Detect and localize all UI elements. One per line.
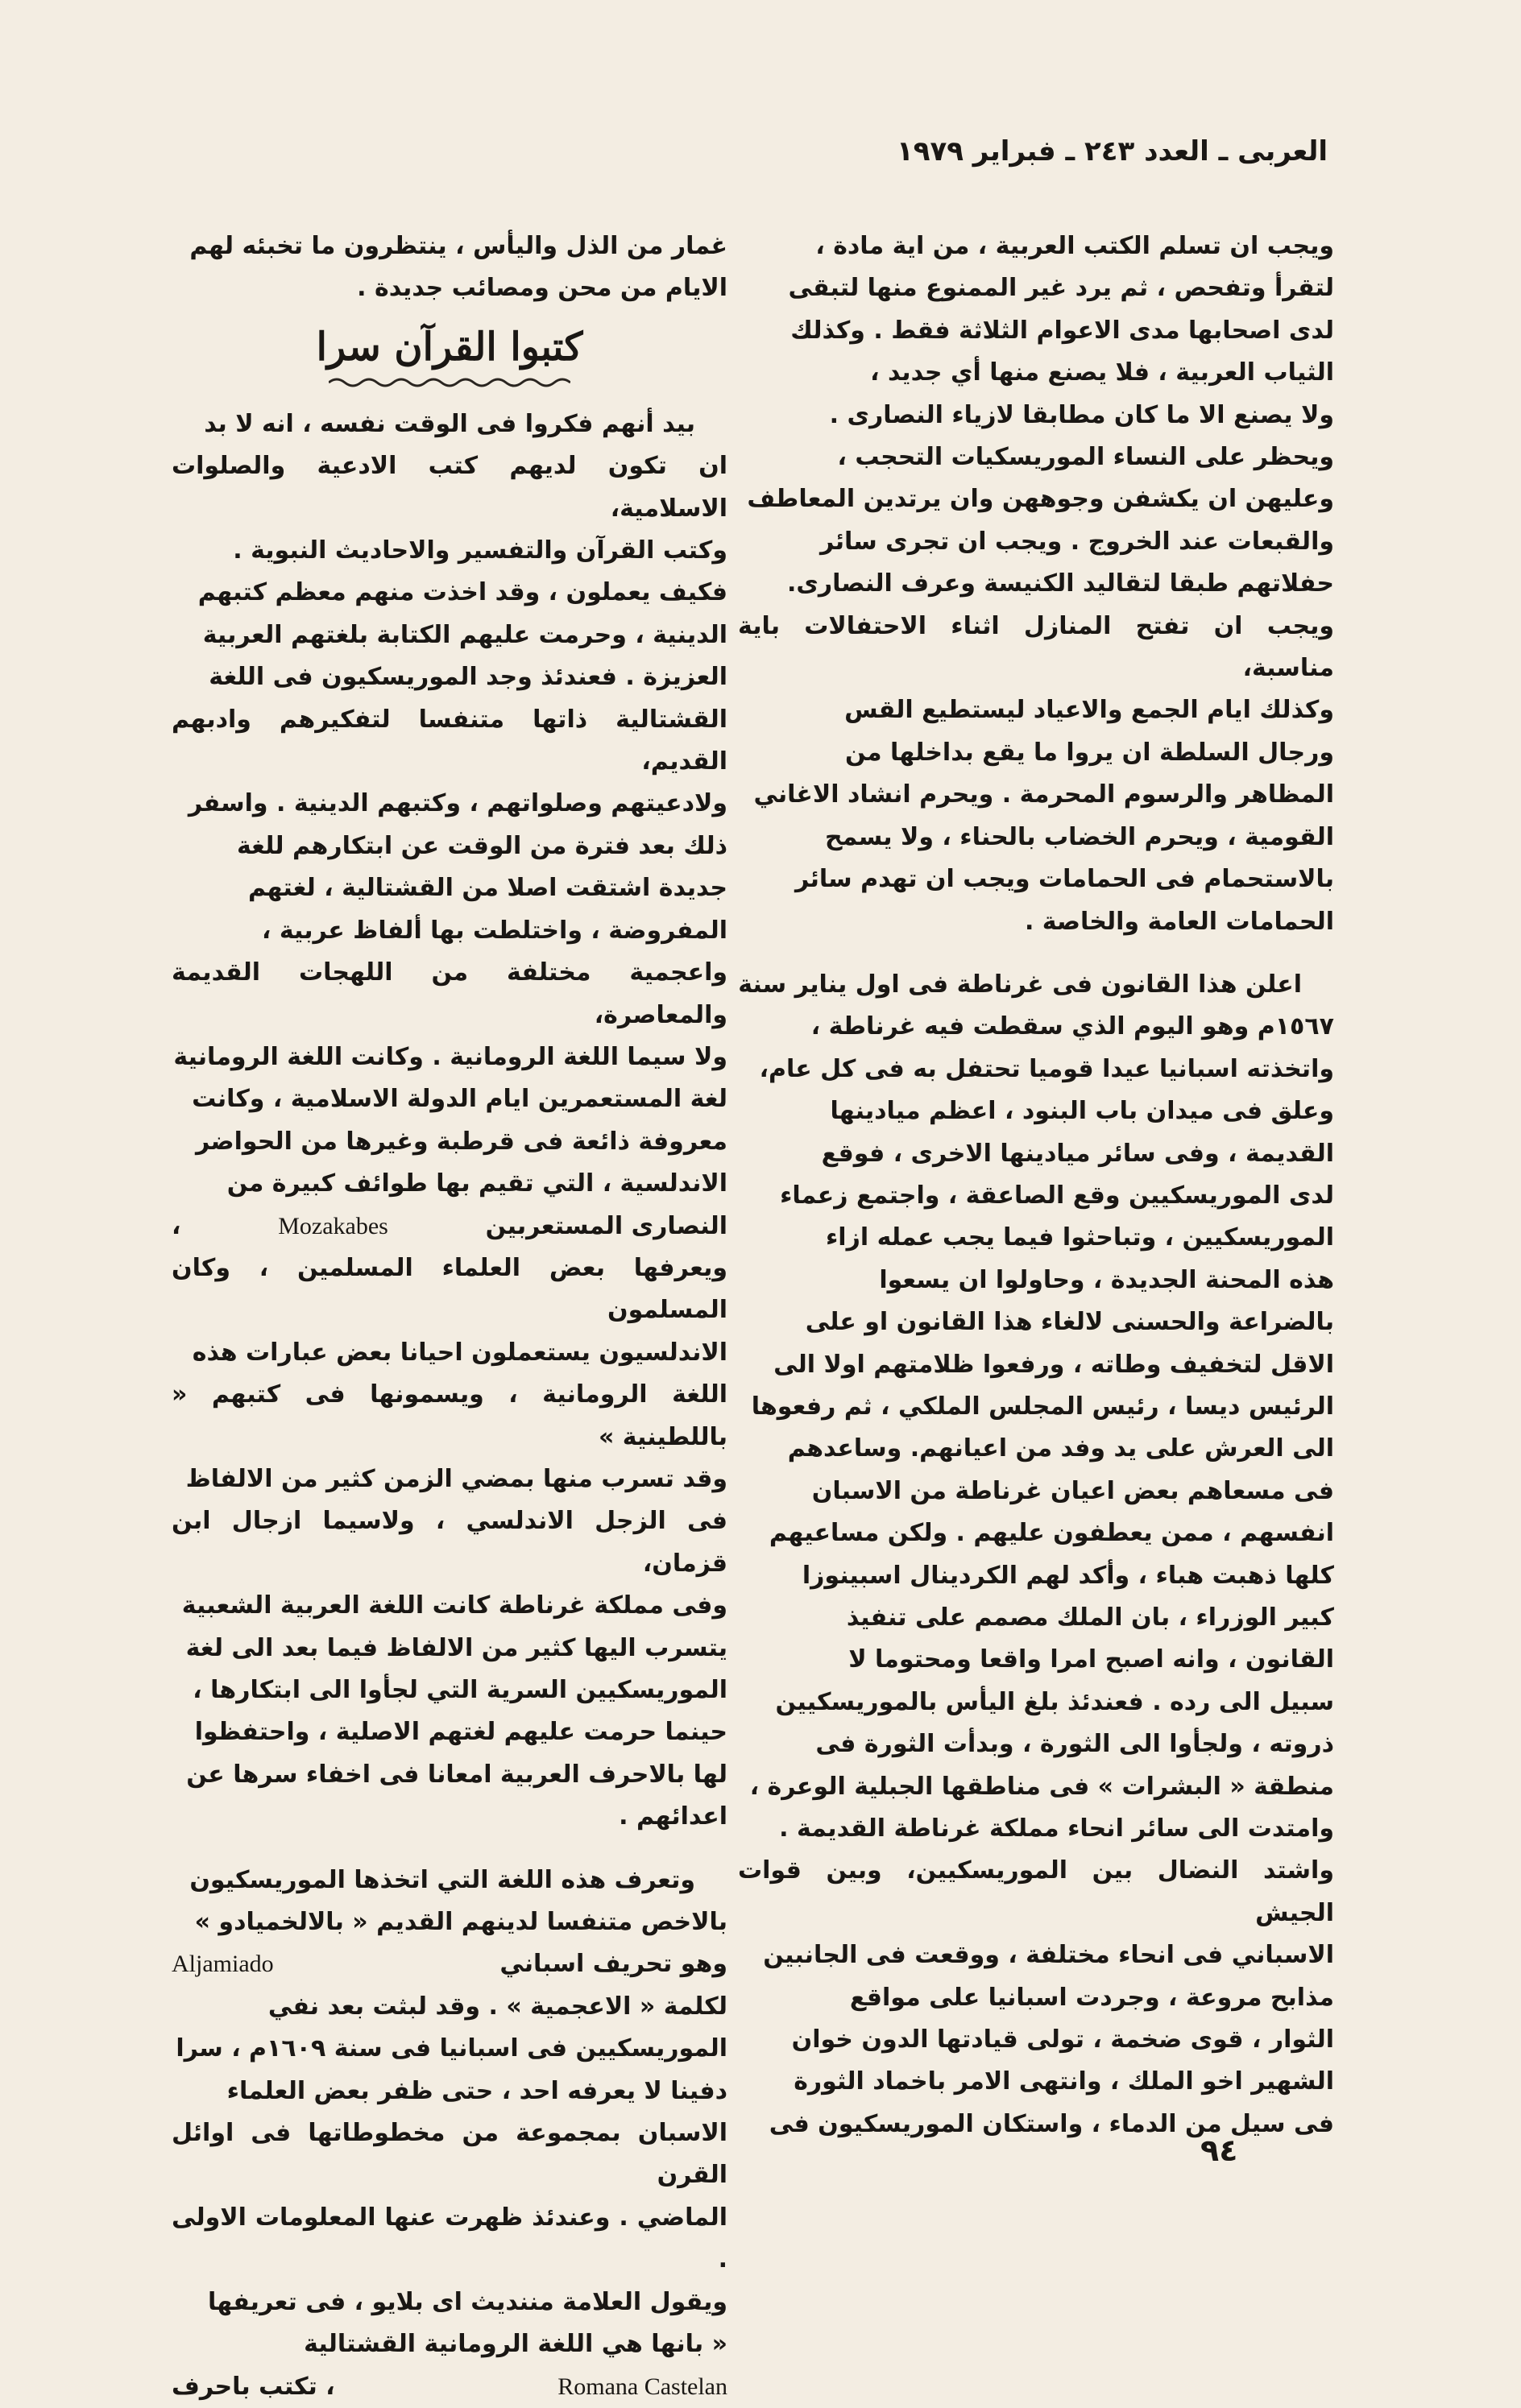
text-line: ولادعيتهم وصلواتهم ، وكتبهم الدينية . واسفر: [188, 789, 727, 818]
text-line: ورجال السلطة ان يروا ما يقع بداخلها من: [844, 738, 1334, 767]
paragraph: [172, 1860, 727, 1944]
section-heading: كتبوا القرآن سرا: [316, 324, 583, 370]
text-line: الموريسكيين السرية التي لجأوا الى ابتكارها ،: [193, 1676, 727, 1704]
mixed-line: [172, 1206, 727, 1247]
latin-term: Romana Castelan: [557, 2373, 727, 2400]
right-column: [738, 225, 1334, 2145]
text-line: الاسباني فى انحاء مختلفة ، ووقعت فى الجانبين: [763, 1941, 1334, 1970]
text-line: اللغة الرومانية ، ويسمونها فى كتبهم « باللطينية »: [172, 1380, 727, 1451]
text-line: ذروته ، ولجأوا الى الثورة ، وبدأت الثورة فى: [815, 1730, 1334, 1759]
text-line: الثياب العربية ، فلا يصنع منها أي جديد ،: [870, 358, 1334, 387]
text-line: معروفة ذائعة فى قرطبة وغيرها من الحواضر: [196, 1127, 727, 1156]
text-line: « بانها هي اللغة الرومانية القشتالية: [304, 2330, 727, 2359]
text-line: هذه المحنة الجديدة ، وحاولوا ان يسعوا: [879, 1265, 1334, 1294]
text-line: ولا سيما اللغة الرومانية . وكانت اللغة الرومانية: [173, 1042, 727, 1071]
text-line: الماضي . وعندئذ ظهرت عنها المعلومات الاولى .: [172, 2203, 727, 2274]
text-line: وعليهن ان يكشفن وجوههن وان يرتدين المعاطف: [747, 485, 1334, 514]
text-line: لدى اصحابها مدى الاعوام الثلاثة فقط . وكذلك: [790, 316, 1334, 345]
text-line: واعجمية مختلفة من اللهجات القديمة والمعاصرة،: [172, 958, 727, 1029]
text-line: العزيزة . فعندئذ وجد الموريسكيون فى اللغة: [209, 663, 727, 692]
text-line: ١٥٦٧م وهو اليوم الذي سقطت فيه غرناطة ،: [810, 1012, 1334, 1041]
text-line: يتسرب اليها كثير من الالفاظ فيما بعد الى لغة: [185, 1633, 727, 1662]
text-line: وقد تسرب منها بمضي الزمن كثير من الالفاظ: [185, 1464, 727, 1493]
text-line: الدينية ، وحرمت عليهم الكتابة بلغتهم العربية: [202, 620, 727, 649]
text-line: حفلاتهم طبقا لتقاليد الكنيسة وعرف النصارى.: [786, 569, 1334, 598]
latin-term: Mozakabes: [278, 1212, 388, 1239]
text-line: ويجب ان تسلم الكتب العربية ، من اية مادة ،: [815, 232, 1334, 260]
text-line: وكتب القرآن والتفسير والاحاديث النبوية .: [233, 536, 727, 565]
text-line: الحمامات العامة والخاصة .: [1024, 907, 1334, 936]
text-line: الايام من محن ومصائب جديدة .: [357, 274, 727, 303]
text-line: الموريسكيين فى اسبانيا فى سنة ١٦٠٩م ، سرا: [176, 2034, 727, 2063]
text-line: لدى الموريسكيين وقع الصاعقة ، واجتمع زعماء: [780, 1181, 1334, 1210]
text-line: واشتد النضال بين الموريسكيين، وبين قوات الجيش: [738, 1856, 1334, 1927]
text-line: بيد أنهم فكروا فى الوقت نفسه ، انه لا بد: [204, 409, 695, 438]
paragraph-gap: [738, 943, 1334, 964]
text-line: لكلمة « الاعجمية » . وقد لبثت بعد نفي: [267, 1992, 727, 2021]
line-text: ،: [172, 1211, 181, 1240]
text-line: وعلق فى ميدان باب البنود ، اعظم ميادينها: [830, 1097, 1334, 1126]
text-line: الشهير اخو الملك ، وانتهى الامر باخماد الثورة: [794, 2067, 1334, 2096]
text-line: الاسبان بمجموعة من مخطوطاتها فى اوائل القرن: [172, 2119, 727, 2190]
text-line: ولا يصنع الا ما كان مطابقا لازياء النصارى .: [829, 400, 1334, 429]
running-head: العربى ـ العدد ٢٤٣ ـ فبراير ١٩٧٩: [896, 135, 1328, 168]
text-line: ويجب ان تفتح المنازل اثناء الاحتفالات باية مناسبة،: [738, 611, 1334, 683]
text-line: الرئيس ديسا ، رئيس المجلس الملكي ، ثم رفعوها: [751, 1392, 1334, 1421]
line-text: ، تكتب باحرف: [172, 2372, 335, 2401]
paragraph: [172, 403, 727, 1206]
text-line: ويعرفها بعض العلماء المسلمين ، وكان المسلمون: [172, 1253, 727, 1325]
text-line: القشتالية ذاتها متنفسا لتفكيرهم وادبهم القديم،: [172, 705, 727, 776]
text-line: لغة المستعمرين ايام الدولة الاسلامية ، وكانت: [192, 1085, 727, 1114]
text-line: منطقة « البشرات » فى مناطقها الجبلية الوعرة ،: [749, 1772, 1334, 1801]
text-line: حينما حرمت عليهم لغتهم الاصلية ، واحتفظوا: [194, 1718, 727, 1747]
text-line: لها بالاحرف العربية امعانا فى اخفاء سرها عن: [186, 1760, 727, 1789]
paragraph-gap: [172, 1839, 727, 1860]
text-line: فى مسعاهم بعض اعيان غرناطة من الاسبان: [811, 1476, 1334, 1505]
paragraph: [172, 1986, 727, 2366]
text-line: ان تكون لديهم كتب الادعية والصلوات الاسلامية،: [172, 452, 727, 523]
latin-term: Aljamiado: [172, 1951, 274, 1978]
left-column: [172, 225, 727, 2408]
text-line: فى الزجل الاندلسي ، ولاسيما ازجال ابن قزمان،: [172, 1507, 727, 1578]
paragraph: [172, 1247, 727, 1839]
text-line: الثوار ، قوى ضخمة ، تولى قيادتها الدون خوان: [791, 2025, 1334, 2054]
text-line: والقبعات عند الخروج . ويجب ان تجرى سائر: [820, 527, 1334, 556]
mixed-line: [172, 2366, 727, 2408]
text-line: لتقرأ وتفحص ، ثم يرد غير الممنوع منها لتبقى: [788, 274, 1334, 303]
text-line: فكيف يعملون ، وقد اخذت منهم معظم كتبهم: [197, 578, 727, 607]
text-line: كلها ذهبت هباء ، وأكد لهم الكردينال اسبينوزا: [802, 1561, 1334, 1590]
text-line: وامتدت الى سائر انحاء مملكة غرناطة القديمة .: [779, 1814, 1334, 1843]
text-line: مذابح مروعة ، وجردت اسبانيا على مواقع: [849, 1983, 1334, 2012]
text-line: المفروضة ، واختلطت بها ألفاظ عربية ،: [262, 916, 727, 945]
page-number: ٩٤: [1200, 2133, 1238, 2168]
text-line: وتعرف هذه اللغة التي اتخذها الموريسكيون: [189, 1865, 695, 1894]
text-line: ويقول العلامة مننديث اى بلايو ، فى تعريفها: [208, 2287, 727, 2316]
paragraph: [172, 225, 727, 310]
text-line: القانون ، وانه اصبح امرا واقعا ومحتوما لا: [848, 1645, 1334, 1674]
text-line: فى سيل من الدماء ، واستكان الموريسكيون فى: [769, 2109, 1334, 2138]
paragraph: [738, 964, 1334, 2145]
text-line: وكذلك ايام الجمع والاعياد ليستطيع القس: [844, 696, 1334, 725]
text-line: اعلن هذا القانون فى غرناطة فى اول يناير سنة: [738, 970, 1302, 999]
text-line: جديدة اشتقت اصلا من القشتالية ، لغتهم: [248, 874, 727, 903]
text-line: ويحظر على النساء الموريسكيات التحجب ،: [837, 443, 1334, 472]
text-line: واتخذته اسبانيا عيدا قوميا تحتفل به فى كل عام،: [759, 1054, 1334, 1083]
line-text: وهو تحريف اسباني: [499, 1950, 727, 1979]
text-line: المظاهر والرسوم المحرمة . ويحرم انشاد الاغاني: [753, 780, 1334, 809]
text-line: غمار من الذل واليأس ، ينتظرون ما تخبئه لهم: [189, 232, 727, 260]
text-line: بالضراعة والحسنى لالغاء هذا القانون او على: [805, 1308, 1334, 1337]
text-line: دفينا لا يعرفه احد ، حتى ظفر بعض العلماء: [226, 2076, 727, 2105]
mixed-line: [172, 1943, 727, 1985]
text-line: ذلك بعد فترة من الوقت عن ابتكارهم للغة: [236, 831, 727, 860]
text-line: كبير الوزراء ، بان الملك مصمم على تنفيذ: [846, 1603, 1334, 1632]
text-line: بالاستحمام فى الحمامات ويجب ان تهدم سائر: [794, 865, 1334, 894]
text-line: الاندلسيون يستعملون احيانا بعض عبارات هذه: [192, 1338, 727, 1367]
text-line: الموريسكيين ، وتباحثوا فيما يجب عمله ازاء: [825, 1223, 1334, 1252]
text-line: الى العرش على يد وفد من اعيانهم. وساعدهم: [787, 1434, 1334, 1463]
text-line: بالاخص متنفسا لدينهم القديم « بالالخميادو »: [194, 1908, 727, 1937]
paragraph: [738, 225, 1334, 943]
text-line: القومية ، ويحرم الخضاب بالحناء ، ولا يسمح: [825, 822, 1334, 851]
text-line: الاقل لتخفيف وطاته ، ورفعوا ظلامتهم اولا الى: [773, 1350, 1334, 1379]
line-text: النصارى المستعربين: [485, 1211, 727, 1240]
text-line: انفسهم ، ممن يعطفون عليهم . ولكن مساعيهم: [769, 1519, 1334, 1548]
text-line: سبيل الى رده . فعندئذ بلغ اليأس بالموريسكيين: [775, 1687, 1334, 1716]
text-line: اعدائهم .: [619, 1802, 727, 1831]
text-line: الاندلسية ، التي تقيم بها طوائف كبيرة من: [226, 1169, 727, 1198]
text-line: وفى مملكة غرناطة كانت اللغة العربية الشعبية: [181, 1591, 727, 1620]
text-line: القديمة ، وفى سائر ميادينها الاخرى ، فوقع: [821, 1139, 1334, 1168]
